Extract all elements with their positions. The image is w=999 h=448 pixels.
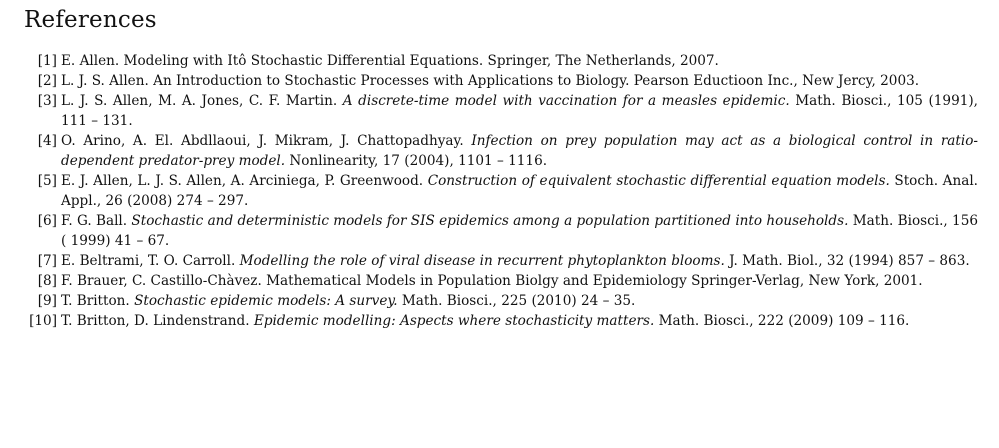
reference-number: [7]: [37, 253, 57, 269]
reference-number: [3]: [37, 93, 57, 109]
reference-number: [8]: [37, 273, 57, 289]
reference-title: Stochastic epidemic models: A survey.: [134, 293, 398, 309]
reference-title: Epidemic modelling: Aspects where stochasticity matters.: [253, 313, 655, 329]
reference-title: A discrete-time model with vaccination for a measles epidemic.: [342, 93, 790, 109]
reference-item: [24, 91, 978, 131]
reference-source: Math. Biosci., 222 (2009) 109 – 116.: [654, 313, 910, 329]
section-heading: References: [24, 7, 157, 33]
reference-text: T. Britton, D. Lindenstrand.: [61, 313, 254, 329]
reference-number: [10]: [29, 313, 57, 329]
reference-text: F. G. Ball.: [61, 213, 132, 229]
reference-text: L. J. S. Allen. An Introduction to Stochastic Processes with Applications to Biology. Pearson Eductioon Inc., New Jercy, 2003.: [61, 73, 920, 89]
reference-item: [24, 51, 978, 71]
reference-title: Construction of equivalent stochastic differential equation models.: [427, 173, 890, 189]
reference-source: Math. Biosci., 105 (1991), 111 – 131.: [61, 93, 978, 129]
reference-title: Modelling the role of viral disease in recurrent phytoplankton blooms.: [239, 253, 725, 269]
reference-item: [24, 71, 978, 91]
reference-item: [24, 311, 978, 331]
reference-text: E. Allen. Modeling with Itô Stochastic Differential Equations. Springer, The Netherlands, 2007.: [61, 53, 719, 69]
reference-source: Nonlinearity, 17 (2004), 1101 – 1116.: [285, 153, 548, 169]
reference-item: [24, 171, 978, 211]
reference-text: F. Brauer, C. Castillo-Chàvez. Mathematical Models in Population Biolgy and Epidemiology Springer-Verlag, New York, 2001.: [61, 273, 923, 289]
reference-item: [24, 291, 978, 311]
reference-source: Stoch. Anal. Appl., 26 (2008) 274 – 297.: [61, 173, 978, 209]
reference-number: [1]: [37, 53, 57, 69]
reference-text: L. J. S. Allen, M. A. Jones, C. F. Martin.: [61, 93, 343, 109]
reference-text: E. J. Allen, L. J. S. Allen, A. Arciniega, P. Greenwood.: [61, 173, 428, 189]
reference-number: [2]: [37, 73, 57, 89]
reference-text: E. Beltrami, T. O. Carroll.: [61, 253, 240, 269]
reference-number: [6]: [37, 213, 57, 229]
reference-source: J. Math. Biol., 32 (1994) 857 – 863.: [724, 253, 970, 269]
reference-number: [5]: [37, 173, 57, 189]
reference-number: [4]: [37, 133, 57, 149]
reference-title: Infection on prey population may act as a biological control in ratio-dependent predator-prey model.: [61, 133, 979, 169]
reference-number: [9]: [37, 293, 57, 309]
reference-text: O. Arino, A. El. Abdllaoui, J. Mikram, J. Chattopadhyay.: [61, 133, 472, 149]
reference-list: [24, 51, 978, 331]
reference-item: [24, 131, 978, 171]
reference-text: T. Britton.: [61, 293, 135, 309]
reference-source: Math. Biosci., 156 ( 1999) 41 – 67.: [61, 213, 978, 249]
reference-item: [24, 271, 978, 291]
reference-source: Math. Biosci., 225 (2010) 24 – 35.: [397, 293, 636, 309]
reference-item: [24, 251, 978, 271]
reference-title: Stochastic and deterministic models for SIS epidemics among a population partitioned into households.: [131, 213, 849, 229]
reference-item: [24, 211, 978, 251]
